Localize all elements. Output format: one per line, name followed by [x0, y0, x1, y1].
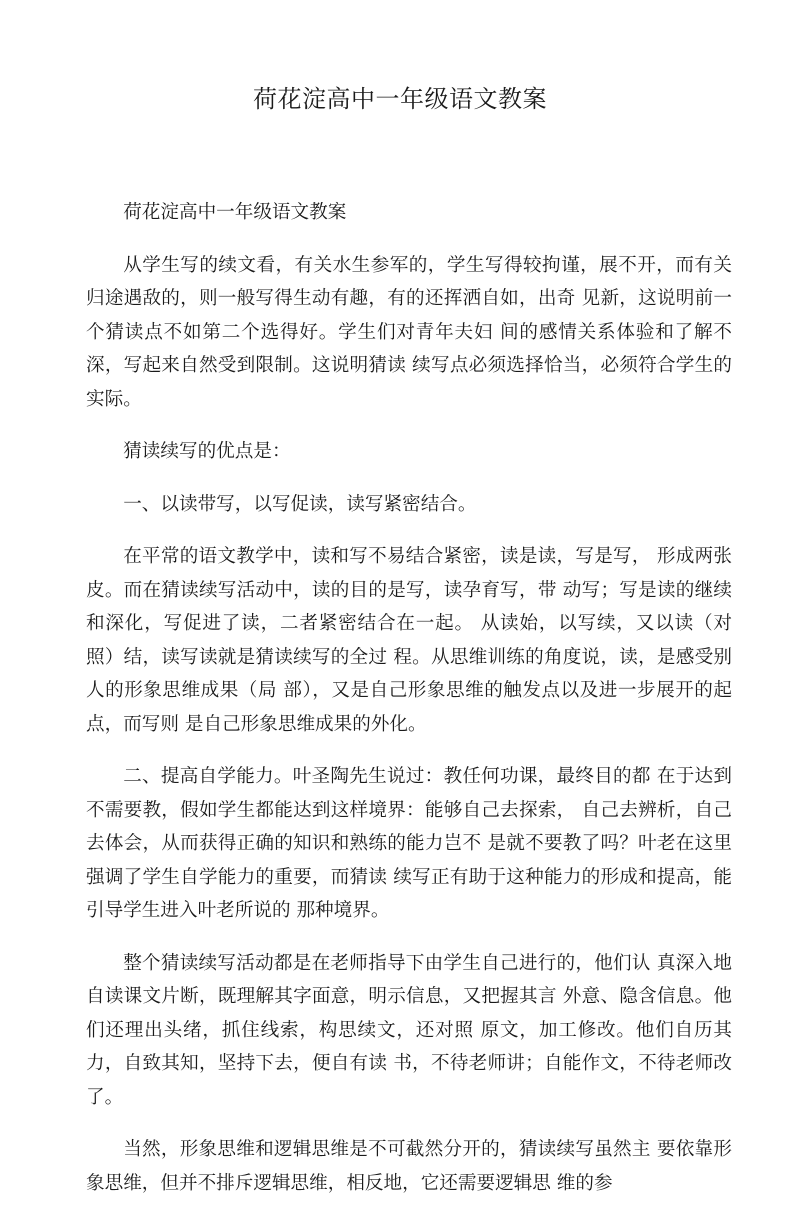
paragraph: 二、提高自学能力。叶圣陶先生说过：教任何功课，最终目的都 在于达到不需要教，假如学生都能达到这样境界：能够自己去探索， 自己去辨析，自己去体会，从而获得正确的知识和熟练的能力岂不 是就不要教了吗？叶老在这里强调了学生自学能力的重要，而猜读 续写正有助于这种能力的形成和提高，能引导学生进入叶老所说的 那种境界。 [86, 766, 732, 921]
document-body [86, 196, 732, 1219]
paragraph: 当然，形象思维和逻辑思维是不可截然分开的，猜读续写虽然主 要依靠形象思维，但并不排斥逻辑思维，相反地，它还需要逻辑思 维的参 [86, 1139, 732, 1194]
paragraph: 猜读续写的优点是： [123, 441, 291, 462]
paragraph-heading: 荷花淀高中一年级语文教案 [123, 202, 347, 223]
paragraph: 从学生写的续文看，有关水生参军的，学生写得较拘谨，展不开，而有关归途遇敌的，则一般写得生动有趣，有的还挥洒自如，出奇 见新，这说明前一个猜读点不如第二个选得好。学生们对青年夫妇 间的感情关系体验和了解不深，写起来自然受到限制。这说明猜读 续写点必须选择恰当，必须符合学生的实际。 [86, 254, 732, 410]
paragraph: 一、以读带写，以写促读，读写紧密结合。 [123, 493, 477, 515]
document-title: 荷花淀高中一年级语文教案 [253, 85, 547, 113]
paragraph: 整个猜读续写活动都是在老师指导下由学生自己进行的，他们认 真深入地自读课文片断，既理解其字面意，明示信息，又把握其言 外意、隐含信息。他们还理出头绪，抓住线索，构思续文，还对照 原文，加工修改。他们自历其力，自致其知，坚持下去，便自有读 书，不待老师讲；自能作文，不待老师改了。 [86, 952, 732, 1108]
paragraph: 在平常的语文教学中，读和写不易结合紧密，读是读，写是写， 形成两张皮。而在猜读续写活动中，读的目的是写，读孕育写，带 动写；写是读的继续和深化，写促进了读，二者紧密结合在一起。 从读始，以写续，又以读（对照）结，读写读就是猜读续写的全过 程。从思维训练的角度说，读，是感受别人的形象思维成果（局 部），又是自己形象思维的触发点以及进一步展开的起点，而写则 是自己形象思维成果的外化。 [86, 546, 732, 735]
